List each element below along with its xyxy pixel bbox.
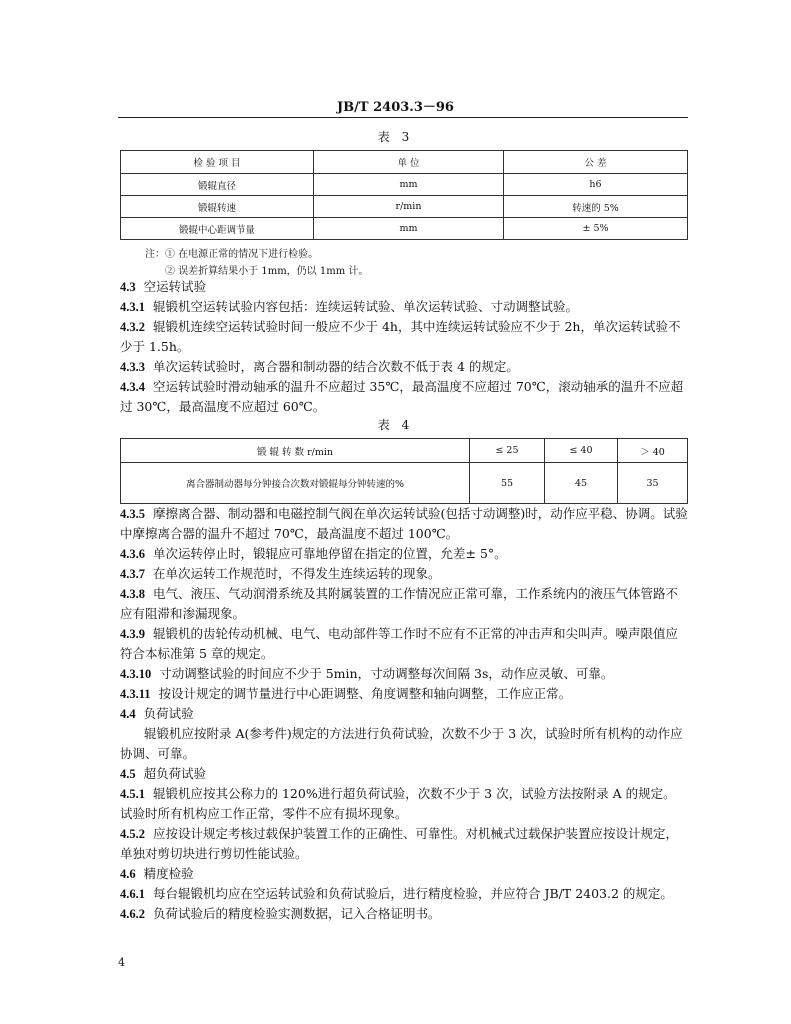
table3-cell: r/min: [314, 196, 504, 218]
clause-4-5-1: [120, 784, 688, 824]
clause-text: 电气、液压、气动润滑系统及其附属装置的工作情况应正常可靠，工作系统内的液压气体管路不应有阻滞和渗漏现象。: [120, 586, 679, 621]
section-4-6-heading: [120, 864, 688, 884]
clause-4-3-5: [120, 504, 688, 544]
clause-number: 4.3.6: [120, 547, 145, 561]
clause-text: 辊锻机的齿轮传动机械、电气、电动部件等工作时不应有不正常的冲击声和尖叫声。噪声限值应符合本标准第 5 章的规定。: [120, 626, 679, 661]
section-number: 4.4: [120, 707, 136, 721]
clause-4-3-7: [120, 564, 688, 584]
section-title: 空运转试验: [143, 279, 207, 294]
table3-cell: 锻辊中心距调节量: [121, 218, 314, 240]
table3-header-item: 检 验 项 目: [121, 151, 314, 174]
clause-text: 每台辊锻机均应在空运转试验和负荷试验后，进行精度检验，并应符合 JB/T 2403.2 的规定。: [153, 886, 673, 901]
table3-cell: mm: [314, 174, 504, 196]
table4-caption: 表 4: [377, 418, 414, 432]
table3-cell: 转速的 5%: [504, 196, 688, 218]
document-code-header: JB/T 2403.3－96: [337, 100, 454, 115]
section-4-4-paragraph: 辊锻机应按附录 A(参考件)规定的方法进行负荷试验，次数不少于 3 次，试验时所有机构的动作应协调、可靠。: [120, 726, 683, 761]
clause-4-6-2: [120, 904, 688, 924]
section-title: 负荷试验: [143, 706, 194, 721]
clause-number: 4.3.9: [120, 627, 145, 641]
table3-cell: h6: [504, 174, 688, 196]
clause-number: 4.6.1: [120, 887, 145, 901]
clause-4-3-2: [120, 317, 688, 357]
clause-4-3-4: [120, 377, 688, 417]
table3-cell: 锻辊直径: [121, 174, 314, 196]
table3-note-2: ② 误差折算结果小于 1mm，仍以 1mm 计。: [165, 266, 369, 277]
clause-number: 4.5.2: [120, 827, 145, 841]
table3-note-1: 注：① 在电源正常的情况下进行检验。: [145, 249, 319, 260]
table4-cell: 55: [470, 463, 545, 504]
clause-text: 空运转试验时滑动轴承的温升不应超过 35℃，最高温度不应超过 70℃，滚动轴承的温升不应超过 30℃，最高温度不应超过 60℃。: [120, 379, 684, 414]
table3: [120, 150, 688, 240]
clause-4-3-3: [120, 357, 688, 377]
section-number: 4.3: [120, 280, 136, 294]
clause-number: 4.3.7: [120, 567, 145, 581]
clause-text: 负荷试验后的精度检验实测数据，记入合格证明书。: [153, 906, 441, 921]
clause-number: 4.6.2: [120, 907, 145, 921]
clause-number: 4.3.11: [120, 687, 151, 701]
table4-cell: 锻 辊 转 数 r/min: [121, 439, 470, 463]
table3-cell: ± 5%: [504, 218, 688, 240]
section-number: 4.5: [120, 767, 136, 781]
table3-header-tolerance: 公 差: [504, 151, 688, 174]
clause-4-3-1: [120, 297, 688, 317]
clause-text: 应按设计规定考核过载保护装置工作的正确性、可靠性。对机械式过载保护装置应按设计规定，单独对剪切块进行剪切性能试验。: [120, 826, 679, 861]
clause-number: 4.3.5: [120, 507, 145, 521]
table4: [120, 438, 688, 504]
clause-number: 4.3.8: [120, 587, 145, 601]
clause-text: 单次运转停止时，锻辊应可靠地停留在指定的位置，允差± 5°。: [153, 546, 507, 561]
clause-number: 4.3.2: [120, 320, 145, 334]
clause-4-6-1: [120, 884, 688, 904]
page-number: 4: [118, 956, 125, 969]
section-4-4-heading: [120, 704, 688, 724]
table3-cell: 锻辊转速: [121, 196, 314, 218]
clause-number: 4.3.1: [120, 300, 145, 314]
clause-4-3-11: [120, 684, 688, 704]
section-title: 超负荷试验: [143, 766, 207, 781]
clause-text: 辊锻机应按其公称力的 120%进行超负荷试验，次数不少于 3 次，试验方法按附录 A 的规定。试验时所有机构应工作正常，零件不应有损坏现象。: [120, 786, 676, 821]
table4-cell: ≤ 25: [470, 439, 545, 463]
clause-4-3-10: [120, 664, 688, 684]
clause-4-5-2: [120, 824, 688, 864]
table4-cell: 35: [618, 463, 688, 504]
table4-cell: 45: [545, 463, 618, 504]
clause-text: 寸动调整试验的时间应不少于 5min，寸动调整每次间隔 3s，动作应灵敏、可靠。: [159, 666, 614, 681]
table3-header-unit: 单 位: [314, 151, 504, 174]
table3-cell: mm: [314, 218, 504, 240]
table4-cell: ≤ 40: [545, 439, 618, 463]
section-4-3-heading: [120, 277, 688, 297]
clause-text: 摩擦离合器、制动器和电磁控制气阀在单次运转试验(包括寸动调整)时，动作应平稳、协调。试验中摩擦离合器的温升不超过 70℃，最高温度不超过 100℃。: [120, 506, 688, 541]
clause-4-3-9: [120, 624, 688, 664]
clause-number: 4.3.3: [120, 360, 145, 374]
section-title: 精度检验: [143, 866, 194, 881]
clause-number: 4.3.10: [120, 667, 152, 681]
clause-number: 4.3.4: [120, 380, 145, 394]
clause-text: 辊锻机空运转试验内容包括：连续运转试验、单次运转试验、寸动调整试验。: [153, 299, 579, 314]
table3-caption: 表 3: [377, 130, 414, 144]
clause-text: 在单次运转工作规范时，不得发生连续运转的现象。: [153, 566, 441, 581]
section-4-5-heading: [120, 764, 688, 784]
table4-cell: 离合器制动器每分钟接合次数对锻辊每分钟转速的%: [121, 463, 470, 504]
table4-cell: ＞ 40: [618, 439, 688, 463]
section-number: 4.6: [120, 867, 136, 881]
clause-text: 单次运转试验时，离合器和制动器的结合次数不低于表 4 的规定。: [153, 359, 519, 374]
clause-4-3-6: [120, 544, 688, 564]
header-rule: [118, 117, 688, 118]
clause-4-3-8: [120, 584, 688, 624]
clause-text: 按设计规定的调节量进行中心距调整、角度调整和轴向调整，工作应正常。: [158, 686, 572, 701]
clause-text: 辊锻机连续空运转试验时间一般应不少于 4h，其中连续运转试验应不少于 2h，单次运转试验不少于 1.5h。: [120, 319, 681, 354]
clause-number: 4.5.1: [120, 787, 145, 801]
